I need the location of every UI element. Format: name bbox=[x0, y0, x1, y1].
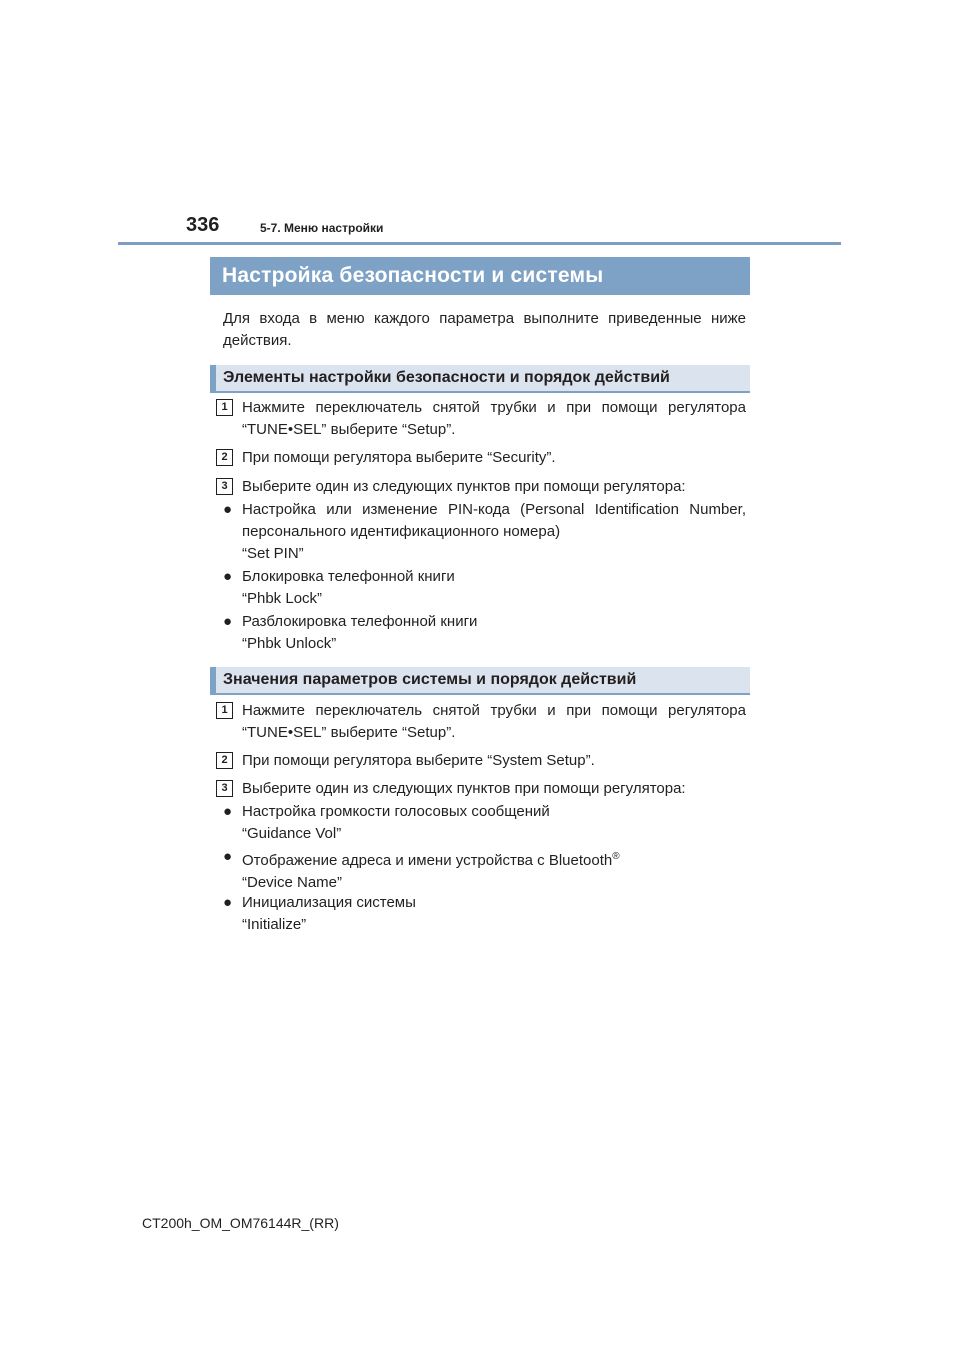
header-divider bbox=[118, 242, 841, 245]
section-title: Настройка безопасности и системы bbox=[222, 264, 604, 287]
step-badge: 2 bbox=[216, 449, 233, 466]
option-code: “Phbk Unlock” bbox=[242, 635, 337, 652]
option-description bbox=[242, 846, 746, 872]
step-badge: 1 bbox=[216, 399, 233, 416]
option-code: “Initialize” bbox=[242, 916, 307, 933]
option-description: Инициализация системы bbox=[242, 894, 416, 911]
registered-mark: ® bbox=[612, 851, 620, 862]
security-heading: Элементы настройки безопасности и порядок действий bbox=[223, 369, 670, 386]
intro-paragraph: Для входа в меню каждого параметра выполните приведенные ниже действия. bbox=[223, 310, 746, 349]
bullet-icon: ● bbox=[223, 501, 233, 518]
system-option bbox=[242, 801, 746, 845]
bullet-icon: ● bbox=[223, 568, 233, 585]
option-code: “Device Name” bbox=[242, 874, 343, 891]
section-reference: 5-7. Меню настройки bbox=[260, 221, 384, 235]
system-option bbox=[242, 892, 746, 936]
security-step-3: Выберите один из следующих пунктов при помощи регулятора: bbox=[242, 478, 686, 495]
option-description: Настройка или изменение PIN-кода (Personal Identification Number, персонального идентификационного номера) bbox=[242, 501, 746, 540]
system-step-1: Нажмите переключатель снятой трубки и при помощи регулятора “TUNE•SEL” выберите “Setup”. bbox=[242, 702, 746, 741]
step-badge: 3 bbox=[216, 478, 233, 495]
step-badge: 2 bbox=[216, 752, 233, 769]
security-option bbox=[242, 611, 746, 655]
security-step-1: Нажмите переключатель снятой трубки и при помощи регулятора “TUNE•SEL” выберите “Setup”. bbox=[242, 399, 746, 438]
system-heading-bar bbox=[210, 667, 750, 695]
bullet-icon: ● bbox=[223, 613, 233, 630]
option-description: Блокировка телефонной книги bbox=[242, 568, 455, 585]
security-heading-bar bbox=[210, 365, 750, 393]
page-number: 336 bbox=[186, 214, 220, 236]
option-description: Разблокировка телефонной книги bbox=[242, 613, 478, 630]
section-title-bar bbox=[210, 257, 750, 295]
system-step-2: При помощи регулятора выберите “System Setup”. bbox=[242, 752, 595, 769]
option-code: “Guidance Vol” bbox=[242, 825, 342, 842]
document-code: CT200h_OM_OM76144R_(RR) bbox=[142, 1215, 339, 1231]
system-option bbox=[242, 846, 746, 894]
security-option bbox=[242, 499, 746, 565]
system-heading: Значения параметров системы и порядок действий bbox=[223, 671, 637, 688]
bullet-icon: ● bbox=[223, 803, 233, 820]
system-step-3: Выберите один из следующих пунктов при помощи регулятора: bbox=[242, 780, 686, 797]
bullet-icon: ● bbox=[223, 894, 233, 911]
step-badge: 1 bbox=[216, 702, 233, 719]
security-step-2: При помощи регулятора выберите “Security”. bbox=[242, 449, 556, 466]
option-description-text: Отображение адреса и имени устройства с Bluetooth bbox=[242, 852, 613, 869]
step-badge: 3 bbox=[216, 780, 233, 797]
bullet-icon: ● bbox=[223, 848, 233, 865]
option-description: Настройка громкости голосовых сообщений bbox=[242, 803, 550, 820]
option-code: “Phbk Lock” bbox=[242, 590, 323, 607]
security-option bbox=[242, 566, 746, 610]
option-code: “Set PIN” bbox=[242, 545, 304, 562]
